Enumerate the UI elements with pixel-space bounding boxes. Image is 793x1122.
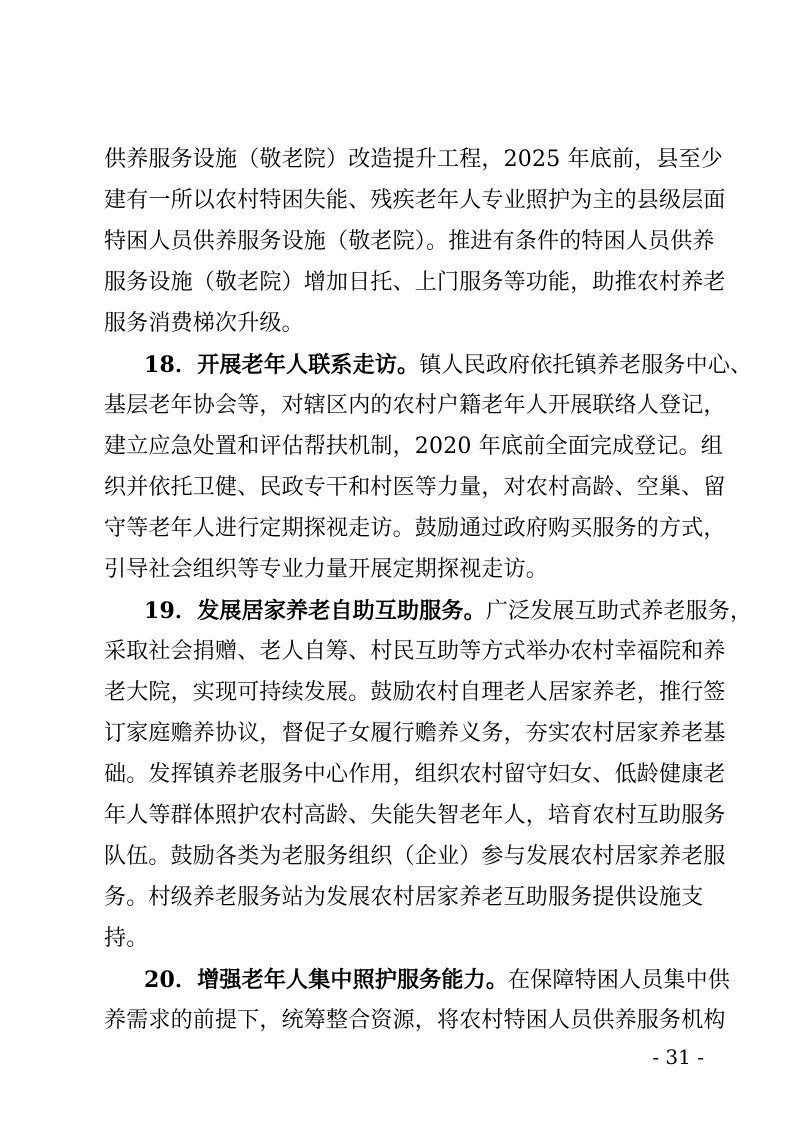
paragraph-line: 服务消费梯次升级。	[104, 311, 304, 336]
item-18-text: 镇人民政府依托镇养老服务中心、	[419, 353, 753, 378]
page-number: - 31 -	[652, 1045, 704, 1069]
paragraph-line: 队伍。鼓励各类为老服务组织（企业）参与发展农村居家养老服	[104, 844, 726, 869]
paragraph-line: 基层老年协会等，对辖区内的农村户籍老年人开展联络人登记，	[104, 393, 726, 418]
item-18-first-line	[144, 350, 753, 381]
paragraph-line: 供养服务设施（敬老院）改造提升工程，2025 年底前，县至少	[104, 147, 723, 172]
paragraph-line: 持。	[104, 926, 149, 951]
paragraph-line: 建有一所以农村特困失能、残疾老年人专业照护为主的县级层面	[104, 188, 726, 213]
paragraph-line: 织并依托卫健、民政专干和村医等力量，对农村高龄、空巢、留	[104, 475, 726, 500]
item-20-first-line	[144, 965, 731, 996]
item-18-heading: 18．开展老年人联系走访。	[144, 352, 420, 378]
paragraph-line: 建立应急处置和评估帮扶机制，2020 年底前全面完成登记。组	[104, 434, 723, 459]
paragraph-line: 订家庭赡养协议，督促子女履行赡养义务，夯实农村居家养老基	[104, 721, 726, 746]
paragraph-line: 年人等群体照护农村高龄、失能失智老年人，培育农村互助服务	[104, 803, 726, 828]
paragraph-line: 养需求的前提下，统筹整合资源，将农村特困人员供养服务机构	[104, 1008, 726, 1033]
paragraph-line: 特困人员供养服务设施（敬老院）。推进有条件的特困人员供养	[104, 229, 715, 254]
item-19-first-line	[144, 596, 753, 627]
paragraph-line: 老大院，实现可持续发展。鼓励农村自理老人居家养老，推行签	[104, 680, 726, 705]
item-19-text: 广泛发展互助式养老服务，	[485, 599, 753, 624]
item-20-text: 在保障特困人员集中供	[508, 968, 731, 993]
paragraph-line: 采取社会捐赠、老人自筹、村民互助等方式举办农村幸福院和养	[104, 639, 726, 664]
item-19-heading: 19．发展居家养老自助互助服务。	[144, 598, 486, 624]
paragraph-line: 础。发挥镇养老服务中心作用，组织农村留守妇女、低龄健康老	[104, 762, 726, 787]
paragraph-line: 引导社会组织等专业力量开展定期探视走访。	[104, 557, 549, 582]
paragraph-line: 守等老年人进行定期探视走访。鼓励通过政府购买服务的方式，	[104, 516, 726, 541]
item-20-heading: 20．增强老年人集中照护服务能力。	[144, 967, 509, 993]
paragraph-line: 务。村级养老服务站为发展农村居家养老互助服务提供设施支	[104, 885, 704, 910]
paragraph-line: 服务设施（敬老院）增加日托、上门服务等功能，助推农村养老	[104, 270, 726, 295]
